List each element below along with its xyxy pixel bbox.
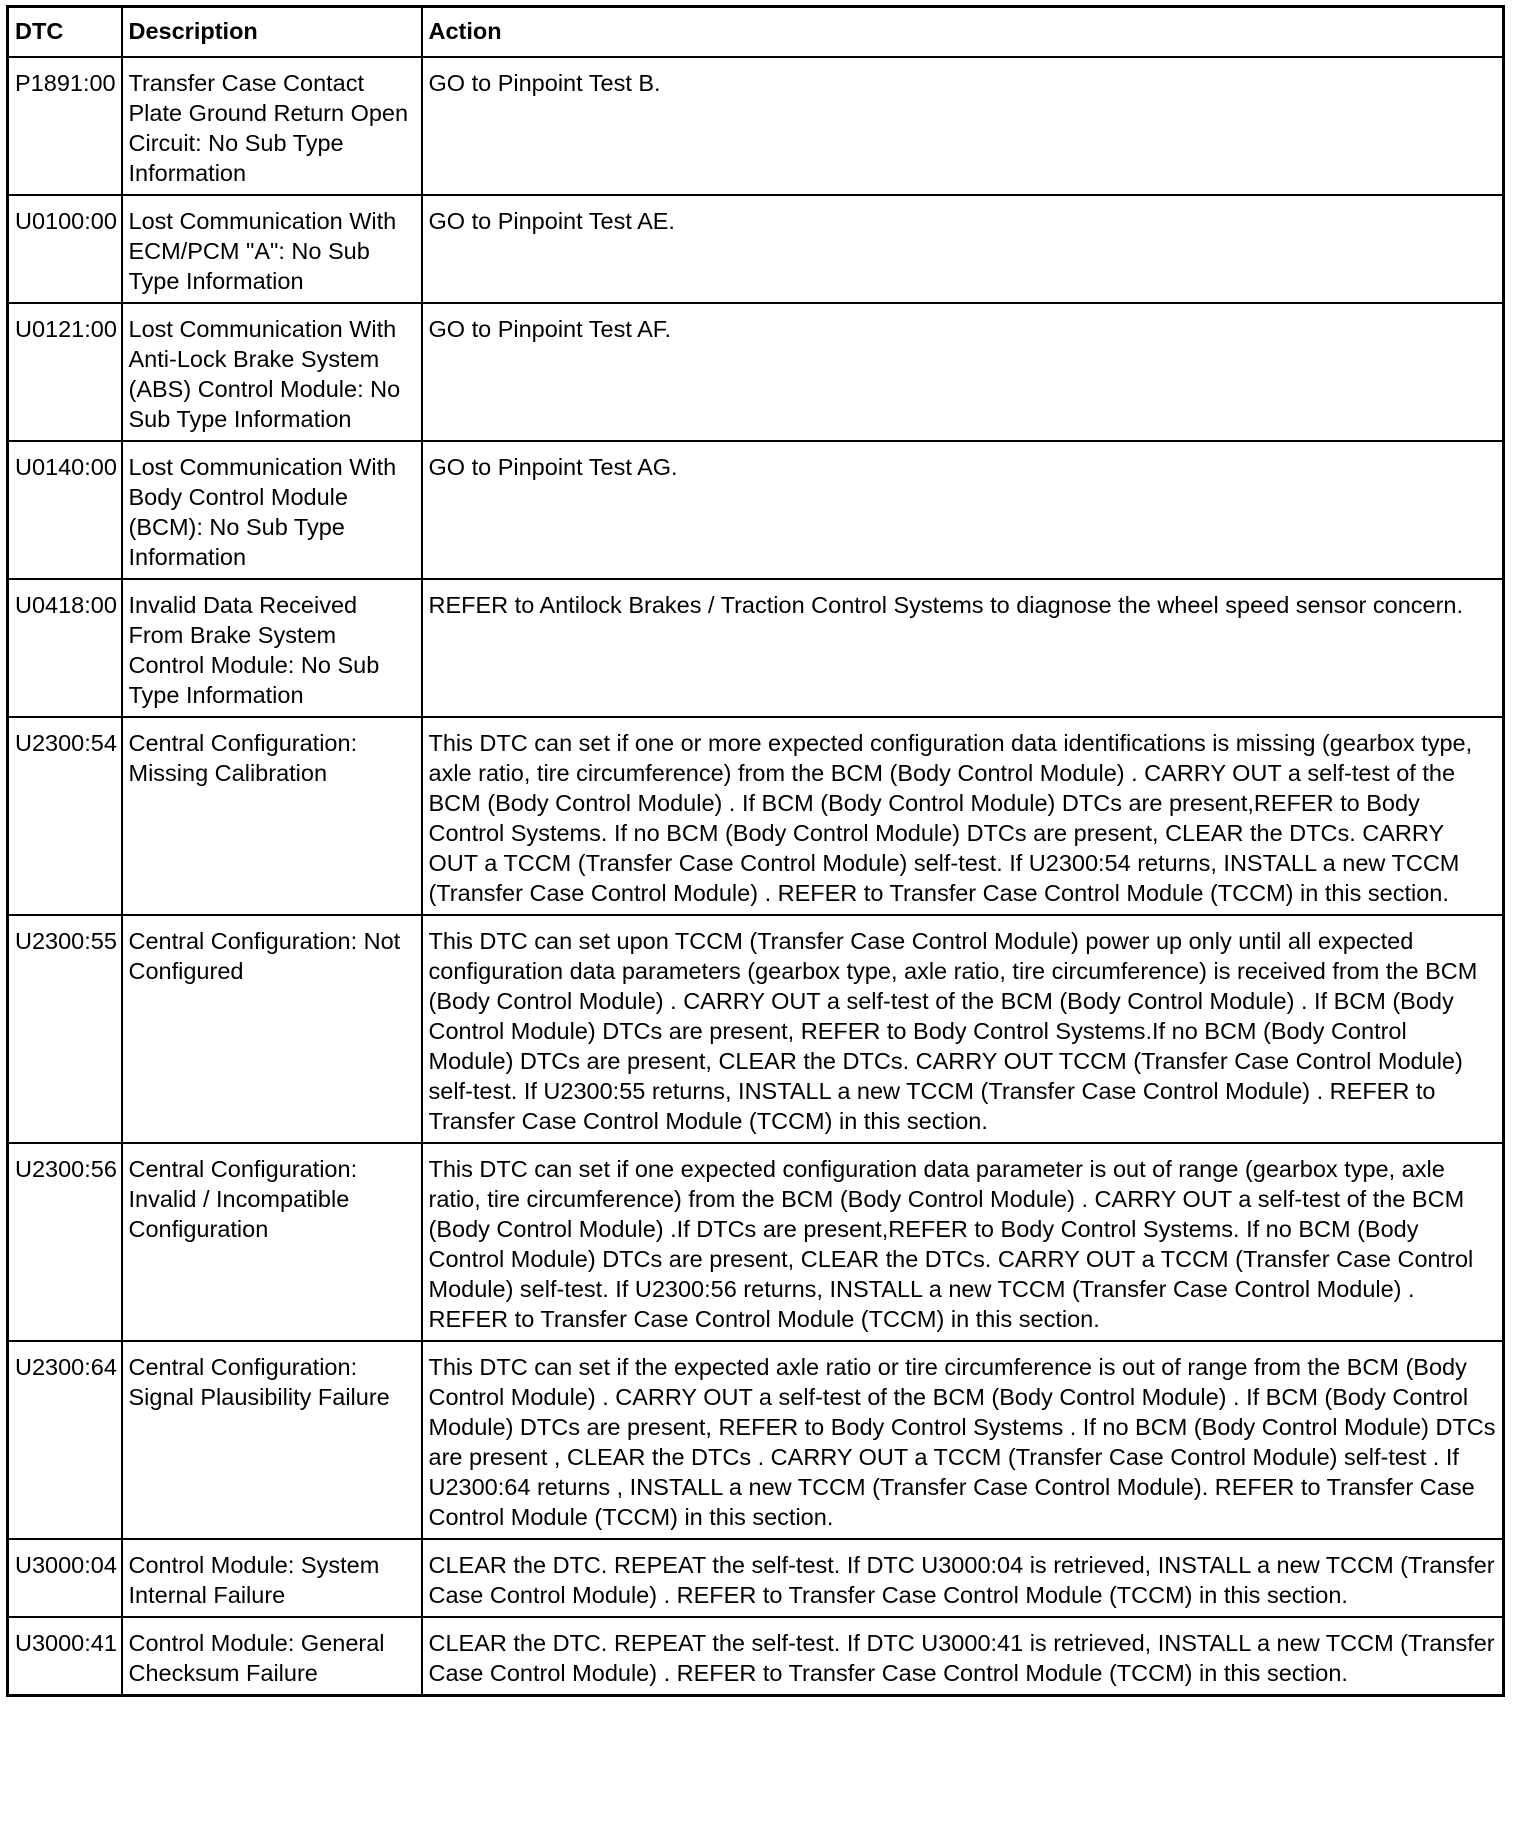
- dtc-description: Central Configuration: Signal Plausibility Failure: [122, 1341, 422, 1539]
- table-row: [8, 579, 1504, 717]
- table-row: [8, 1617, 1504, 1696]
- dtc-action: GO to Pinpoint Test AE.: [422, 195, 1504, 303]
- dtc-action: GO to Pinpoint Test AG.: [422, 441, 1504, 579]
- dtc-code: U2300:54: [8, 717, 122, 915]
- dtc-action: GO to Pinpoint Test B.: [422, 57, 1504, 195]
- table-row: [8, 1539, 1504, 1617]
- dtc-description: Lost Communication With Anti-Lock Brake System (ABS) Control Module: No Sub Type Information: [122, 303, 422, 441]
- table-row: [8, 1143, 1504, 1341]
- dtc-action: This DTC can set if the expected axle ratio or tire circumference is out of range from the BCM (Body Control Module) . CARRY OUT a self-test of the BCM (Body Control Module) . If BCM (Body Control Module) DTCs are present, REFER to Body Control Systems . If no BCM (Body Control Module) DTCs are present , CLEAR the DTCs . CARRY OUT a TCCM (Transfer Case Control Module) self-test . If U2300:64 returns , INSTALL a new TCCM (Transfer Case Control Module). REFER to Transfer Case Control Module (TCCM) in this section.: [422, 1341, 1504, 1539]
- table-row: [8, 717, 1504, 915]
- dtc-description: Invalid Data Received From Brake System Control Module: No Sub Type Information: [122, 579, 422, 717]
- dtc-description: Central Configuration: Missing Calibration: [122, 717, 422, 915]
- dtc-action: CLEAR the DTC. REPEAT the self-test. If DTC U3000:04 is retrieved, INSTALL a new TCCM (Transfer Case Control Module) . REFER to Transfer Case Control Module (TCCM) in this section.: [422, 1539, 1504, 1617]
- dtc-description: Lost Communication With ECM/PCM "A": No Sub Type Information: [122, 195, 422, 303]
- header-dtc: DTC: [8, 7, 122, 58]
- table-body: [8, 57, 1504, 1696]
- table-row: [8, 1341, 1504, 1539]
- dtc-action: This DTC can set if one or more expected configuration data identifications is missing (gearbox type, axle ratio, tire circumference) from the BCM (Body Control Module) . CARRY OUT a self-test of the BCM (Body Control Module) . If BCM (Body Control Module) DTCs are present,REFER to Body Control Systems. If no BCM (Body Control Module) DTCs are present, CLEAR the DTCs. CARRY OUT a TCCM (Transfer Case Control Module) self-test. If U2300:54 returns, INSTALL a new TCCM (Transfer Case Control Module) . REFER to Transfer Case Control Module (TCCM) in this section.: [422, 717, 1504, 915]
- table-row: [8, 57, 1504, 195]
- table-header: [8, 7, 1504, 58]
- dtc-action: This DTC can set upon TCCM (Transfer Case Control Module) power up only until all expected configuration data parameters (gearbox type, axle ratio, tire circumference) is received from the BCM (Body Control Module) . CARRY OUT a self-test of the BCM (Body Control Module) . If BCM (Body Control Module) DTCs are present, REFER to Body Control Systems.If no BCM (Body Control Module) DTCs are present, CLEAR the DTCs. CARRY OUT TCCM (Transfer Case Control Module) self-test. If U2300:55 returns, INSTALL a new TCCM (Transfer Case Control Module) . REFER to Transfer Case Control Module (TCCM) in this section.: [422, 915, 1504, 1143]
- table-row: [8, 195, 1504, 303]
- dtc-code: U2300:56: [8, 1143, 122, 1341]
- dtc-code: P1891:00: [8, 57, 122, 195]
- dtc-action: CLEAR the DTC. REPEAT the self-test. If DTC U3000:41 is retrieved, INSTALL a new TCCM (Transfer Case Control Module) . REFER to Transfer Case Control Module (TCCM) in this section.: [422, 1617, 1504, 1696]
- dtc-description: Control Module: General Checksum Failure: [122, 1617, 422, 1696]
- header-row: [8, 7, 1504, 58]
- dtc-description: Central Configuration: Not Configured: [122, 915, 422, 1143]
- table-row: [8, 303, 1504, 441]
- dtc-table: [6, 5, 1505, 1697]
- dtc-action: This DTC can set if one expected configuration data parameter is out of range (gearbox type, axle ratio, tire circumference) from the BCM (Body Control Module) . CARRY OUT a self-test of the BCM (Body Control Module) .If DTCs are present,REFER to Body Control Systems. If no BCM (Body Control Module) DTCs are present, CLEAR the DTCs. CARRY OUT a TCCM (Transfer Case Control Module) self-test. If U2300:56 returns, INSTALL a new TCCM (Transfer Case Control Module) . REFER to Transfer Case Control Module (TCCM) in this section.: [422, 1143, 1504, 1341]
- dtc-description: Transfer Case Contact Plate Ground Return Open Circuit: No Sub Type Information: [122, 57, 422, 195]
- dtc-description: Control Module: System Internal Failure: [122, 1539, 422, 1617]
- dtc-code: U2300:55: [8, 915, 122, 1143]
- header-action: Action: [422, 7, 1504, 58]
- dtc-code: U3000:04: [8, 1539, 122, 1617]
- dtc-action: REFER to Antilock Brakes / Traction Control Systems to diagnose the wheel speed sensor concern.: [422, 579, 1504, 717]
- dtc-code: U3000:41: [8, 1617, 122, 1696]
- dtc-description: Lost Communication With Body Control Module (BCM): No Sub Type Information: [122, 441, 422, 579]
- dtc-code: U0121:00: [8, 303, 122, 441]
- dtc-code: U0418:00: [8, 579, 122, 717]
- table-row: [8, 441, 1504, 579]
- dtc-code: U2300:64: [8, 1341, 122, 1539]
- table-row: [8, 915, 1504, 1143]
- header-description: Description: [122, 7, 422, 58]
- dtc-description: Central Configuration: Invalid / Incompatible Configuration: [122, 1143, 422, 1341]
- dtc-action: GO to Pinpoint Test AF.: [422, 303, 1504, 441]
- dtc-code: U0140:00: [8, 441, 122, 579]
- dtc-code: U0100:00: [8, 195, 122, 303]
